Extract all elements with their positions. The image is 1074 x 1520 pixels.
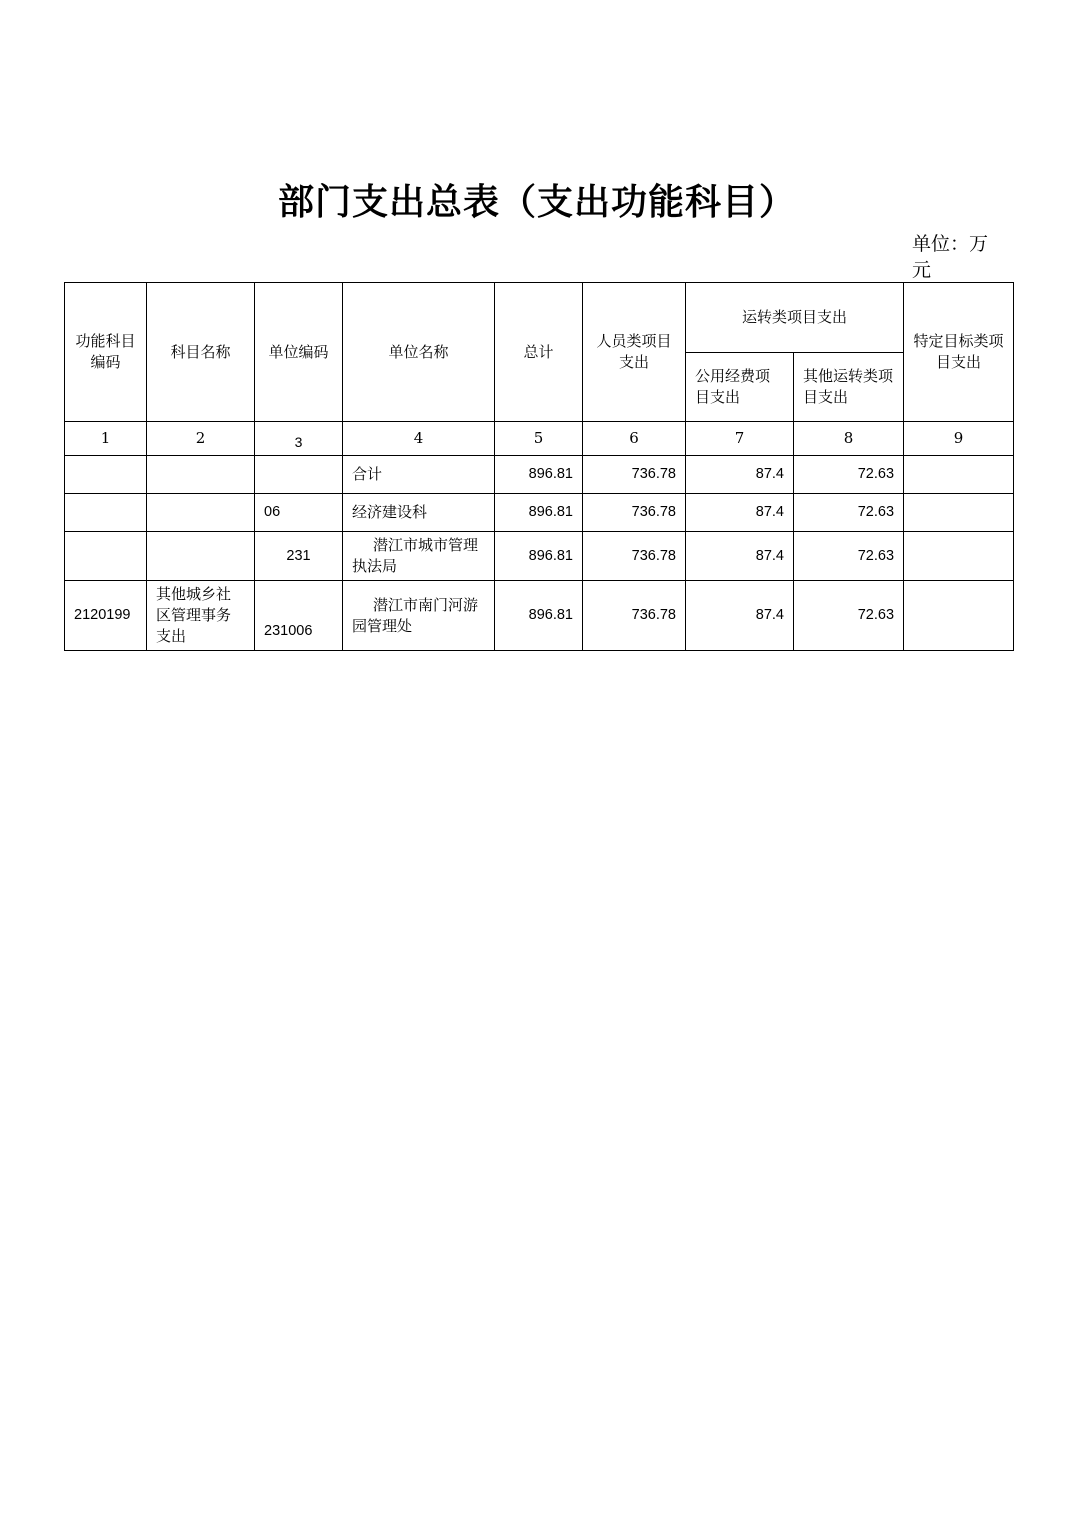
cell-personnel: 736.78 [583, 494, 686, 532]
cell-unit-code: 231006 [255, 581, 343, 651]
unit-label: 单位：万元 [912, 233, 989, 281]
header-subject-name: 科目名称 [147, 283, 255, 422]
column-index: 3 [255, 422, 343, 456]
cell-total: 896.81 [495, 494, 583, 532]
cell-unit-name: 合计 [343, 456, 495, 494]
header-row-1 [65, 283, 1014, 353]
table-row [65, 532, 1014, 581]
cell-func-code [65, 456, 147, 494]
table-row [65, 494, 1014, 532]
header-unit-name: 单位名称 [343, 283, 495, 422]
cell-unit-code: 231 [255, 532, 343, 581]
cell-other-operation: 72.63 [794, 532, 904, 581]
cell-other-operation: 72.63 [794, 581, 904, 651]
cell-public-expense: 87.4 [686, 581, 794, 651]
cell-func-code: 2120199 [65, 581, 147, 651]
cell-total: 896.81 [495, 456, 583, 494]
column-index: 9 [904, 422, 1014, 456]
cell-personnel: 736.78 [583, 581, 686, 651]
cell-specific-target [904, 532, 1014, 581]
cell-subject-name [147, 456, 255, 494]
column-index: 6 [583, 422, 686, 456]
header-other-operation: 其他运转类项目支出 [794, 353, 904, 422]
header-personnel: 人员类项目支出 [583, 283, 686, 422]
column-index-row [65, 422, 1014, 456]
cell-func-code [65, 494, 147, 532]
column-index: 8 [794, 422, 904, 456]
cell-specific-target [904, 581, 1014, 651]
cell-unit-code: 06 [255, 494, 343, 532]
cell-total: 896.81 [495, 532, 583, 581]
cell-unit-code [255, 456, 343, 494]
header-public-expense: 公用经费项目支出 [686, 353, 794, 422]
cell-public-expense: 87.4 [686, 456, 794, 494]
cell-specific-target [904, 494, 1014, 532]
header-total: 总计 [495, 283, 583, 422]
cell-subject-name [147, 494, 255, 532]
cell-personnel: 736.78 [583, 456, 686, 494]
cell-unit-name: 潜江市南门河游园管理处 [343, 581, 495, 651]
header-func-code: 功能科目编码 [65, 283, 147, 422]
column-index: 5 [495, 422, 583, 456]
column-index: 7 [686, 422, 794, 456]
page-title: 部门支出总表（支出功能科目） [277, 182, 796, 223]
header-specific-target: 特定目标类项目支出 [904, 283, 1014, 422]
column-index: 1 [65, 422, 147, 456]
table-row [65, 581, 1014, 651]
column-index: 4 [343, 422, 495, 456]
cell-total: 896.81 [495, 581, 583, 651]
cell-subject-name [147, 532, 255, 581]
cell-subject-name: 其他城乡社区管理事务支出 [147, 581, 255, 651]
table-row [65, 456, 1014, 494]
cell-unit-name: 经济建设科 [343, 494, 495, 532]
cell-public-expense: 87.4 [686, 494, 794, 532]
cell-other-operation: 72.63 [794, 494, 904, 532]
cell-public-expense: 87.4 [686, 532, 794, 581]
cell-personnel: 736.78 [583, 532, 686, 581]
cell-unit-name: 潜江市城市管理执法局 [343, 532, 495, 581]
cell-func-code [65, 532, 147, 581]
cell-specific-target [904, 456, 1014, 494]
header-unit-code: 单位编码 [255, 283, 343, 422]
header-operation-group: 运转类项目支出 [686, 283, 904, 353]
expense-table [64, 282, 1014, 651]
cell-other-operation: 72.63 [794, 456, 904, 494]
column-index: 2 [147, 422, 255, 456]
